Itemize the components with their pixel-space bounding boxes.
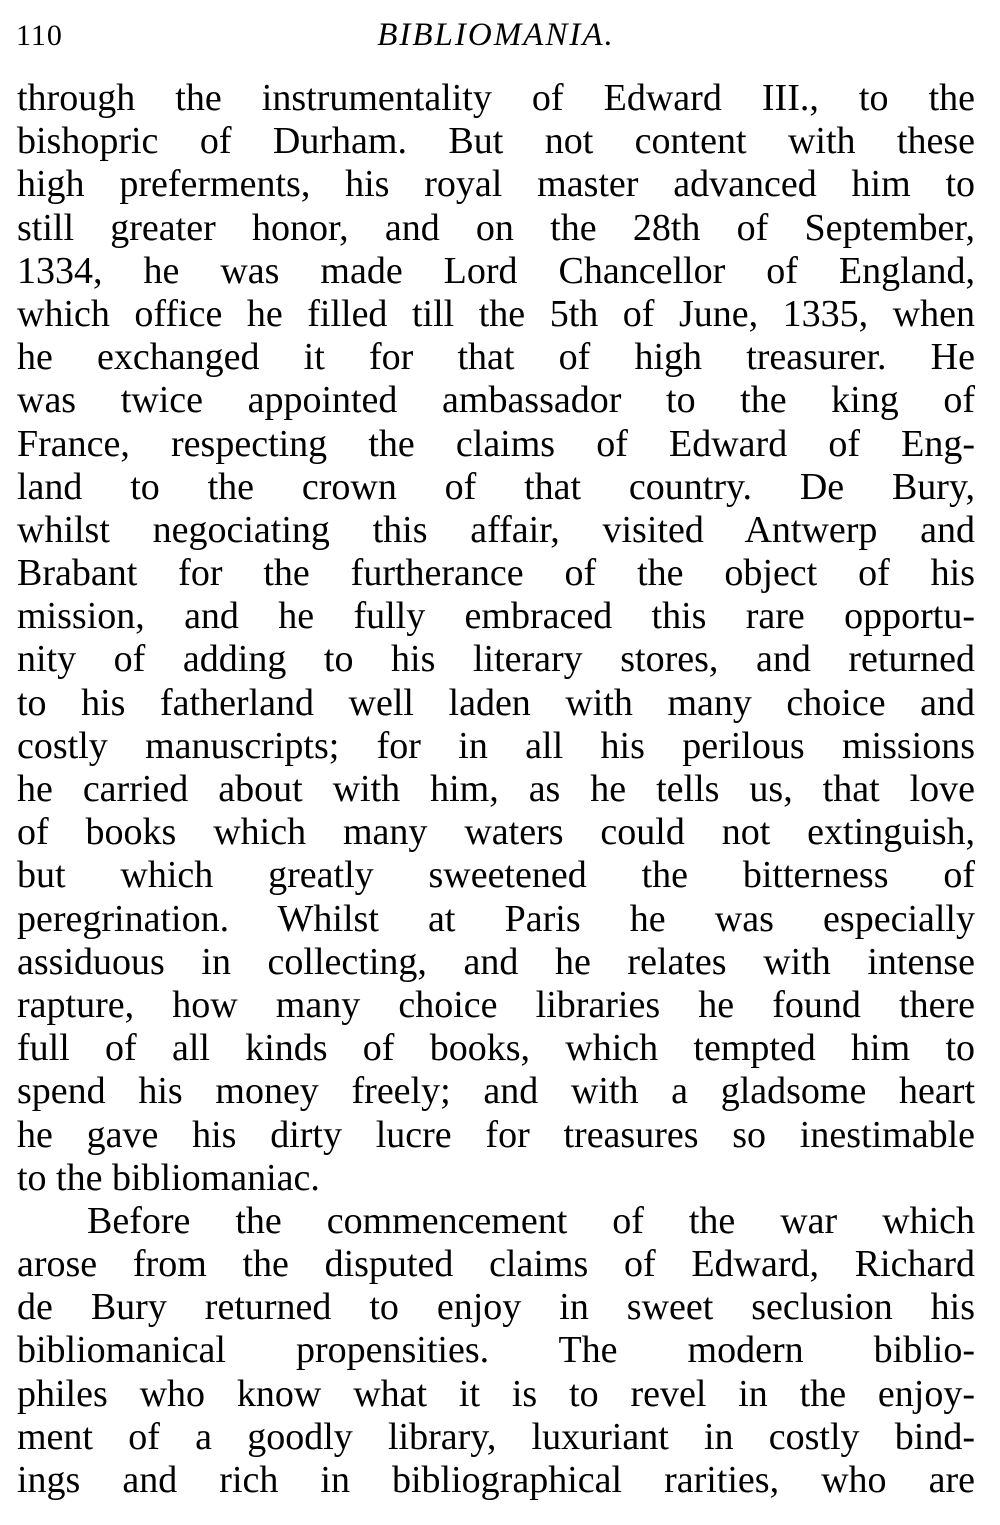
text-line: whilst negociating this affair, visited Antwerp and [17, 508, 975, 551]
text-line: land to the crown of that country. De Bury, [17, 465, 975, 508]
text-line: bishopric of Durham. But not content with these [17, 120, 975, 163]
text-line: assiduous in collecting, and he relates with intense [17, 940, 975, 983]
text-line: 1334, he was made Lord Chancellor of England, [17, 249, 975, 292]
body-text [17, 77, 975, 1502]
text-line: Brabant for the furtherance of the object of his [17, 552, 975, 595]
text-line: still greater honor, and on the 28th of September, [17, 206, 975, 249]
text-line: but which greatly sweetened the bitterness of [17, 854, 975, 897]
text-line: high preferments, his royal master advanced him to [17, 163, 975, 206]
text-line: ment of a goodly library, luxuriant in costly bind- [17, 1415, 975, 1458]
text-line: was twice appointed ambassador to the king of [17, 379, 975, 422]
text-line: he gave his dirty lucre for treasures so inestimable [17, 1113, 975, 1156]
text-line: ings and rich in bibliographical rarities, who are [17, 1459, 975, 1501]
text-line: mission, and he fully embraced this rare opportu- [17, 595, 975, 638]
text-line: costly manuscripts; for in all his perilous missions [17, 724, 975, 767]
page-header [16, 12, 976, 56]
text-line: philes who know what it is to revel in the enjoy- [17, 1372, 975, 1415]
text-line: peregrination. Whilst at Paris he was especially [17, 897, 975, 940]
text-line: France, respecting the claims of Edward of Eng- [17, 422, 975, 465]
text-line: bibliomanical propensities. The modern biblio- [17, 1329, 975, 1372]
text-line: full of all kinds of books, which tempted him to [17, 1027, 975, 1070]
text-line: through the instrumentality of Edward III., to the [17, 77, 975, 119]
text-line: which office he filled till the 5th of June, 1335, when [17, 292, 975, 335]
text-line: spend his money freely; and with a gladsome heart [17, 1070, 975, 1113]
text-line: rapture, how many choice libraries he found there [17, 983, 975, 1026]
page-number: 110 [16, 19, 63, 52]
text-line: nity of adding to his literary stores, and returned [17, 638, 975, 681]
paragraph-start-line: Before the commencement of the war which [87, 1199, 975, 1242]
text-line: he exchanged it for that of high treasurer. He [17, 336, 975, 379]
text-line: de Bury returned to enjoy in sweet seclusion his [17, 1286, 975, 1329]
paragraph-end-line: to the bibliomaniac. [17, 1156, 320, 1199]
text-line: of books which many waters could not extinguish, [17, 811, 975, 854]
text-line: arose from the disputed claims of Edward, Richard [17, 1243, 975, 1286]
text-line: to his fatherland well laden with many choice and [17, 681, 975, 724]
text-line: he carried about with him, as he tells us, that love [17, 768, 975, 810]
running-title: BIBLIOMANIA. [377, 17, 615, 53]
